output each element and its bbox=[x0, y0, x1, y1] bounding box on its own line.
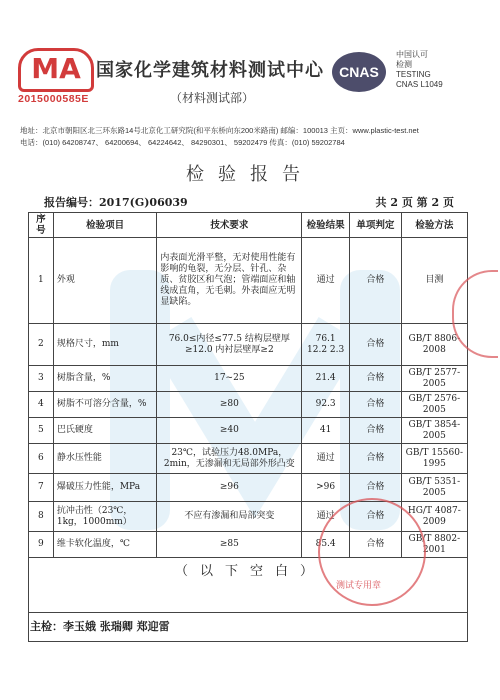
table-row bbox=[29, 392, 468, 418]
cnas-line: 中国认可 bbox=[396, 50, 428, 59]
row-judge: 合格 bbox=[349, 474, 401, 502]
row-result: 85.4 bbox=[302, 532, 350, 558]
table-row bbox=[29, 418, 468, 444]
cnas-logo bbox=[330, 50, 388, 94]
cnas-line: TESTING bbox=[396, 70, 431, 79]
row-judge: 合格 bbox=[349, 418, 401, 444]
row-item: 外观 bbox=[53, 238, 157, 324]
row-item: 巴氏硬度 bbox=[53, 418, 157, 444]
address-line: 地址：北京市朝阳区北三环东路14号北京化工研究院(和平东桥向东200米路南) 邮编：100013 主页：www.plastic-test.net bbox=[20, 126, 419, 135]
cnas-accreditation-text bbox=[396, 50, 443, 90]
ma-code: 2015000585E bbox=[18, 93, 89, 105]
dept-name: （材料测试部） bbox=[170, 91, 255, 105]
row-no: 6 bbox=[29, 444, 54, 474]
row-method: GB/T 5351-2005 bbox=[401, 474, 467, 502]
row-judge: 合格 bbox=[349, 366, 401, 392]
org-name: 国家化学建筑材料测试中心 bbox=[96, 60, 324, 81]
row-req: 内表面光滑平整，无对使用性能有影响的龟裂，无分层、针孔、杂质、贫胶区和气泡；管端面应和轴线成直角，无毛刺。外表面应无明显缺陷。 bbox=[157, 238, 302, 324]
row-result: >96 bbox=[302, 474, 350, 502]
table-row bbox=[29, 366, 468, 392]
row-item: 维卡软化温度，℃ bbox=[53, 532, 157, 558]
stamp-text: 测试专用章 bbox=[336, 581, 382, 591]
row-req: 17~25 bbox=[157, 366, 302, 392]
row-req: ≥85 bbox=[157, 532, 302, 558]
row-no: 9 bbox=[29, 532, 54, 558]
col-header: 序号 bbox=[29, 213, 54, 238]
row-item: 规格尺寸，mm bbox=[53, 324, 157, 366]
table-header-row bbox=[29, 213, 468, 238]
row-item: 树脂含量，% bbox=[53, 366, 157, 392]
row-req: 不应有渗漏和局部突变 bbox=[157, 502, 302, 532]
table-row bbox=[29, 474, 468, 502]
row-result: 41 bbox=[302, 418, 350, 444]
blank-note: （以下空白） bbox=[174, 564, 325, 579]
row-result: 21.4 bbox=[302, 366, 350, 392]
row-method: GB/T 8802-2001 bbox=[401, 532, 467, 558]
row-method: GB/T 3854-2005 bbox=[401, 418, 467, 444]
row-no: 2 bbox=[29, 324, 54, 366]
table-row bbox=[29, 444, 468, 474]
row-result: 通过 bbox=[302, 444, 350, 474]
row-judge: 合格 bbox=[349, 444, 401, 474]
table-row bbox=[29, 238, 468, 324]
row-no: 3 bbox=[29, 366, 54, 392]
row-result: 92.3 bbox=[302, 392, 350, 418]
row-item: 静水压性能 bbox=[53, 444, 157, 474]
row-result: 76.1 12.2 2.3 bbox=[302, 324, 350, 366]
row-method: 目测 bbox=[401, 238, 467, 324]
row-no: 5 bbox=[29, 418, 54, 444]
row-req: ≥80 bbox=[157, 392, 302, 418]
row-method: GB/T 8806-2008 bbox=[401, 324, 467, 366]
row-method: GB/T 2576-2005 bbox=[401, 392, 467, 418]
col-header: 单项判定 bbox=[349, 213, 401, 238]
row-method: GB/T 15560-1995 bbox=[401, 444, 467, 474]
phone-line: 电话：(010) 64208747、 64200694、 64224642、 84290301、 59202479 传真：(010) 59202784 bbox=[20, 138, 345, 147]
row-no: 8 bbox=[29, 502, 54, 532]
row-judge: 合格 bbox=[349, 392, 401, 418]
results-table bbox=[28, 212, 468, 558]
page-title: 检验报告 bbox=[186, 164, 314, 185]
table-row bbox=[29, 324, 468, 366]
row-method: GB/T 2577-2005 bbox=[401, 366, 467, 392]
cnas-line: 检测 bbox=[396, 60, 412, 69]
row-no: 4 bbox=[29, 392, 54, 418]
row-judge: 合格 bbox=[349, 324, 401, 366]
cnas-logo-text: CNAS bbox=[339, 64, 379, 80]
col-header: 检验项目 bbox=[53, 213, 157, 238]
col-header: 检验结果 bbox=[302, 213, 350, 238]
report-header bbox=[0, 0, 500, 130]
row-req: ≥96 bbox=[157, 474, 302, 502]
row-req: ≥40 bbox=[157, 418, 302, 444]
col-header: 技术要求 bbox=[157, 213, 302, 238]
row-req: 76.0≤内径≤77.5 结构层壁厚≥12.0 内衬层壁厚≥2 bbox=[157, 324, 302, 366]
row-item: 树脂不可溶分含量，% bbox=[53, 392, 157, 418]
row-result: 通过 bbox=[302, 238, 350, 324]
cnas-line: CNAS L1049 bbox=[396, 80, 443, 89]
row-judge: 合格 bbox=[349, 532, 401, 558]
row-no: 7 bbox=[29, 474, 54, 502]
row-item: 爆破压力性能，MPa bbox=[53, 474, 157, 502]
col-header: 检验方法 bbox=[401, 213, 467, 238]
row-method: HG/T 4087-2009 bbox=[401, 502, 467, 532]
footer-divider bbox=[28, 612, 468, 613]
page-count: 共 2 页 第 2 页 bbox=[375, 196, 454, 209]
row-result: 通过 bbox=[302, 502, 350, 532]
row-req: 23℃，试验压力48.0MPa，2min，无渗漏和无局部外形凸变 bbox=[157, 444, 302, 474]
row-item: 抗冲击性（23℃，1kg，1000mm） bbox=[53, 502, 157, 532]
row-no: 1 bbox=[29, 238, 54, 324]
ma-logo: MA bbox=[18, 48, 94, 92]
inspectors: 主检：李玉娥 张瑞卿 郑迎雷 bbox=[30, 620, 170, 633]
report-number: 报告编号：2017(G)06039 bbox=[44, 196, 188, 209]
row-judge: 合格 bbox=[349, 502, 401, 532]
contact-info bbox=[20, 125, 419, 149]
row-judge: 合格 bbox=[349, 238, 401, 324]
